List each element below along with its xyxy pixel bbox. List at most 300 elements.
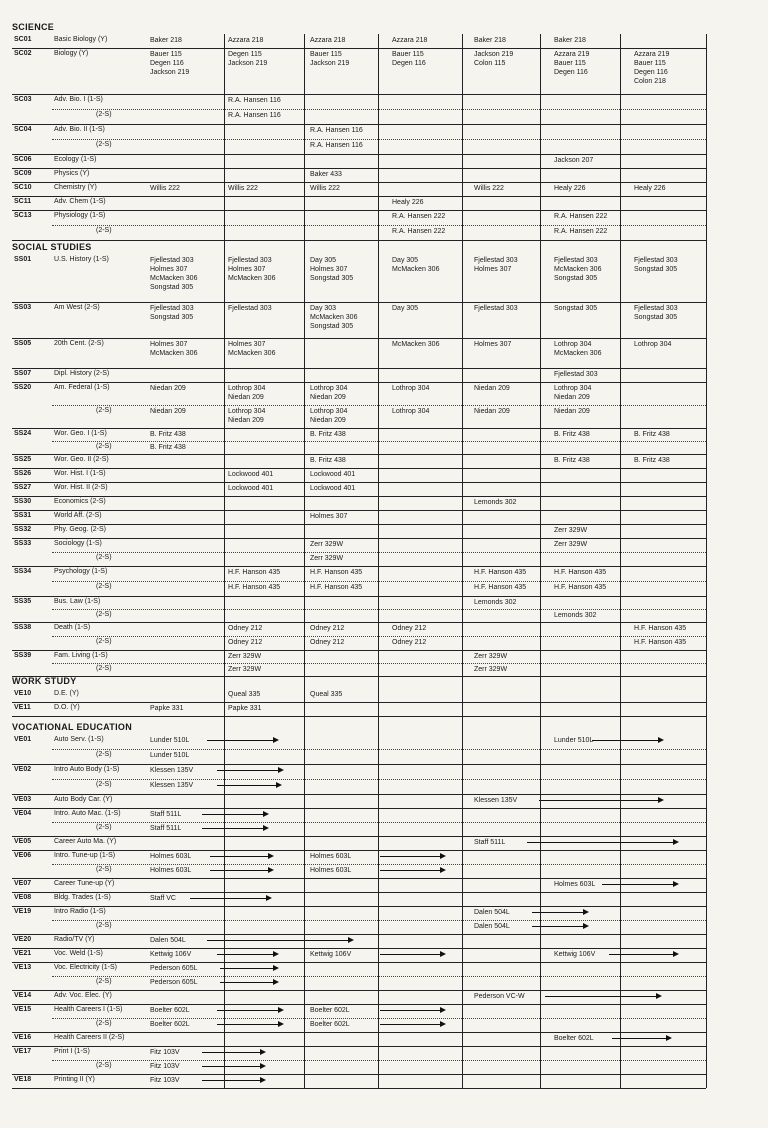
course-title: Bldg. Trades (1-S) [54, 894, 111, 901]
course-code: SS03 [14, 304, 32, 311]
teacher-room: Dalen 504L [474, 923, 510, 930]
course-code: SC06 [14, 156, 32, 163]
teacher-room: Degen 115 Jackson 219 [228, 51, 268, 67]
semester-divider [52, 441, 706, 442]
course-code: SS38 [14, 624, 32, 631]
semester-divider [52, 976, 706, 977]
course-code: SS32 [14, 526, 32, 533]
teacher-room: Fjellestad 303 Songstad 305 [634, 257, 678, 273]
semester-divider [52, 636, 706, 637]
course-code: VE07 [14, 880, 32, 887]
course-title: Auto Body Car. (Y) [54, 796, 113, 803]
teacher-room: Odney 212 [392, 639, 427, 646]
course-title: World Aff. (2-S) [54, 512, 102, 519]
continuation-arrow [217, 1024, 282, 1025]
teacher-room: Fjellestad 303 Holmes 307 [474, 257, 518, 273]
course-code: VE15 [14, 1006, 32, 1013]
semester-divider [52, 920, 706, 921]
course-row [12, 1046, 706, 1074]
continuation-arrow [380, 1010, 444, 1011]
teacher-room: Willis 222 [474, 185, 504, 192]
teacher-room: Holmes 603L [150, 867, 192, 874]
teacher-room: H.F. Hanson 435 [634, 639, 687, 646]
semester-label: (2-S) [96, 1020, 112, 1027]
teacher-room: Willis 222 [228, 185, 258, 192]
teacher-room: Zerr 329W [228, 653, 262, 660]
course-title: D.E. (Y) [54, 690, 79, 697]
course-code: SS25 [14, 456, 32, 463]
teacher-room: Zerr 329W [554, 527, 588, 534]
course-code: SS33 [14, 540, 32, 547]
course-title: Economics (2-S) [54, 498, 106, 505]
course-title: Career Tune-up (Y) [54, 880, 115, 887]
teacher-room: Lothrop 304 [392, 385, 430, 392]
teacher-room: Holmes 603L [554, 881, 596, 888]
course-code: VE16 [14, 1034, 32, 1041]
continuation-arrow [202, 1066, 264, 1067]
semester-divider [52, 864, 706, 865]
course-row [12, 794, 706, 808]
teacher-room: Kettwig 106V [554, 951, 596, 958]
teacher-room: Zerr 329W [310, 541, 344, 548]
teacher-room: Bauer 115 Degen 116 Jackson 219 [150, 51, 190, 76]
continuation-arrow [207, 740, 277, 741]
course-title: Biology (Y) [54, 50, 89, 57]
teacher-room: Fjellestad 303 Songstad 305 [634, 305, 678, 321]
continuation-arrow [380, 1024, 444, 1025]
course-title: Adv. Bio. I (1-S) [54, 96, 103, 103]
course-title: Radio/TV (Y) [54, 936, 95, 943]
course-row [12, 702, 706, 716]
teacher-room: Lunder 510L [150, 737, 190, 744]
course-code: SS27 [14, 484, 32, 491]
teacher-room: Odney 212 [310, 625, 345, 632]
continuation-arrow [217, 1010, 282, 1011]
course-code: SC11 [14, 198, 32, 205]
teacher-room: Queal 335 [310, 691, 343, 698]
teacher-room: Holmes 603L [310, 867, 352, 874]
course-row [12, 808, 706, 836]
semester-label: (2-S) [96, 866, 112, 873]
column-divider [706, 34, 707, 1088]
continuation-arrow [527, 842, 677, 843]
teacher-room: Azzara 218 [310, 37, 346, 44]
teacher-room: H.F. Hanson 435 [554, 584, 607, 591]
teacher-room: Lothrop 304 McMacken 306 [554, 341, 602, 357]
teacher-room: Lemonds 302 [474, 599, 517, 606]
course-row [12, 538, 706, 566]
course-code: VE08 [14, 894, 32, 901]
teacher-room: Willis 222 [150, 185, 180, 192]
course-title: Dipl. History (2-S) [54, 370, 110, 377]
semester-label: (2-S) [96, 407, 112, 414]
teacher-room: McMacken 306 [392, 341, 440, 348]
teacher-room: H.F. Hanson 435 [634, 625, 687, 632]
teacher-room: Azzara 219 Bauer 115 Degen 116 [554, 51, 590, 76]
column-divider [224, 34, 225, 1088]
course-row [12, 878, 706, 892]
teacher-room: Odney 212 [310, 639, 345, 646]
teacher-room: Holmes 307 [474, 341, 512, 348]
teacher-room: R.A. Hansen 116 [228, 112, 281, 119]
course-code: SS05 [14, 340, 32, 347]
course-title: Wor. Hist. II (2-S) [54, 484, 108, 491]
course-title: Ecology (1-S) [54, 156, 97, 163]
teacher-room: Lunder 510L [150, 752, 190, 759]
teacher-room: Odney 212 [228, 625, 263, 632]
teacher-room: R.A. Hansen 116 [228, 97, 281, 104]
semester-label: (2-S) [96, 554, 112, 561]
teacher-room: Lothrop 304 Niedan 209 [228, 385, 266, 401]
row-divider [12, 716, 706, 717]
teacher-room: Lothrop 304 Niedan 209 [554, 385, 592, 401]
course-title: Wor. Geo. II (2-S) [54, 456, 109, 463]
course-code: VE18 [14, 1076, 32, 1083]
course-row [12, 382, 706, 428]
teacher-room: Papke 331 [150, 705, 184, 712]
teacher-room: Staff 511L [474, 839, 506, 846]
teacher-room: Staff 511L [150, 811, 182, 818]
course-row [12, 428, 706, 454]
teacher-room: Niedan 209 [150, 385, 186, 392]
continuation-arrow [545, 996, 660, 997]
teacher-room: Lothrop 304 Niedan 209 [310, 385, 348, 401]
teacher-room: Day 305 [392, 305, 419, 312]
teacher-room: Niedan 209 [554, 408, 590, 415]
course-title: Sociology (1-S) [54, 540, 102, 547]
teacher-room: Boelter 602L [310, 1007, 350, 1014]
course-row [12, 182, 706, 196]
course-code: VE01 [14, 736, 32, 743]
teacher-room: B. Fritz 438 [150, 444, 186, 451]
continuation-arrow [602, 884, 677, 885]
course-code: SC10 [14, 184, 32, 191]
section-heading: SCIENCE [12, 22, 55, 32]
continuation-arrow [202, 828, 267, 829]
teacher-room: Lothrop 304 Niedan 209 [310, 408, 348, 424]
course-code: SC13 [14, 212, 32, 219]
course-row [12, 934, 706, 948]
continuation-arrow [380, 870, 444, 871]
teacher-room: Zerr 329W [310, 555, 344, 562]
course-row [12, 1032, 706, 1046]
course-code: SS30 [14, 498, 32, 505]
teacher-room: R.A. Hansen 116 [310, 127, 363, 134]
continuation-arrow [217, 954, 277, 955]
teacher-room: Fitz 103V [150, 1063, 180, 1070]
course-code: SC02 [14, 50, 32, 57]
course-code: VE17 [14, 1048, 32, 1055]
course-title: Auto Serv. (1-S) [54, 736, 104, 743]
course-row [12, 454, 706, 468]
semester-label: (2-S) [96, 111, 112, 118]
teacher-room: Bauer 115 Degen 116 [392, 51, 426, 67]
course-title: Voc. Weld (1-S) [54, 950, 103, 957]
semester-divider [52, 822, 706, 823]
teacher-room: Dalen 504L [474, 909, 510, 916]
teacher-room: Day 305 McMacken 306 [392, 257, 440, 273]
section-heading: SOCIAL STUDIES [12, 242, 92, 252]
course-row [12, 124, 706, 154]
course-row [12, 496, 706, 510]
teacher-room: Baker 218 [554, 37, 586, 44]
semester-label: (2-S) [96, 922, 112, 929]
teacher-room: Willis 222 [310, 185, 340, 192]
course-title: Intro. Tune-up (1-S) [54, 852, 116, 859]
teacher-room: R.A. Hansen 116 [310, 142, 363, 149]
teacher-room: Kettwig 106V [150, 951, 192, 958]
teacher-room: Bauer 115 Jackson 219 [310, 51, 350, 67]
course-row [12, 34, 706, 48]
teacher-room: H.F. Hanson 435 [310, 569, 363, 576]
course-title: 20th Cent. (2-S) [54, 340, 104, 347]
course-title: Am West (2-S) [54, 304, 100, 311]
teacher-room: Boelter 602L [310, 1021, 350, 1028]
course-row [12, 836, 706, 850]
teacher-room: Papke 331 [228, 705, 262, 712]
semester-divider [52, 405, 706, 406]
course-title: D.O. (Y) [54, 704, 80, 711]
continuation-arrow [210, 856, 272, 857]
semester-label: (2-S) [96, 978, 112, 985]
course-row [12, 154, 706, 168]
teacher-room: H.F. Hanson 435 [474, 569, 527, 576]
teacher-room: Holmes 307 [310, 513, 348, 520]
teacher-room: Fjellestad 303 McMacken 306 Songstad 305 [554, 257, 602, 282]
course-code: SC03 [14, 96, 32, 103]
teacher-room: B. Fritz 438 [554, 457, 590, 464]
teacher-room: H.F. Hanson 435 [228, 584, 281, 591]
semester-label: (2-S) [96, 443, 112, 450]
semester-label: (2-S) [96, 611, 112, 618]
course-code: SS26 [14, 470, 32, 477]
course-row [12, 482, 706, 496]
semester-label: (2-S) [96, 638, 112, 645]
teacher-room: B. Fritz 438 [634, 457, 670, 464]
course-row [12, 338, 706, 368]
continuation-arrow [190, 898, 270, 899]
section-heading: WORK STUDY [12, 676, 77, 686]
course-row [12, 368, 706, 382]
teacher-room: Queal 335 [228, 691, 261, 698]
teacher-room: Pederson 605L [150, 965, 198, 972]
teacher-room: Lemonds 302 [554, 612, 597, 619]
column-divider [620, 34, 621, 1088]
course-code: VE21 [14, 950, 32, 957]
column-divider [540, 34, 541, 1088]
course-title: Health Careers II (2-S) [54, 1034, 125, 1041]
teacher-room: Baker 433 [310, 171, 342, 178]
course-code: SS24 [14, 430, 32, 437]
semester-divider [52, 225, 706, 226]
teacher-room: R.A. Hansen 222 [554, 228, 608, 235]
teacher-room: Holmes 307 McMacken 306 [228, 341, 276, 357]
course-code: SC01 [14, 36, 32, 43]
teacher-room: B. Fritz 438 [310, 431, 346, 438]
teacher-room: Pederson VC-W [474, 993, 525, 1000]
course-row [12, 622, 706, 650]
teacher-room: Lockwood 401 [228, 485, 274, 492]
continuation-arrow [202, 1052, 264, 1053]
teacher-room: Odney 212 [392, 625, 427, 632]
teacher-room: Azzara 218 [228, 37, 264, 44]
course-row [12, 196, 706, 210]
course-title: Am. Federal (1-S) [54, 384, 110, 391]
continuation-arrow [210, 870, 272, 871]
course-row [12, 906, 706, 934]
teacher-room: Healy 226 [554, 185, 586, 192]
course-title: Intro Radio (1-S) [54, 908, 106, 915]
teacher-room: Lockwood 401 [228, 471, 274, 478]
course-code: SC04 [14, 126, 32, 133]
course-row [12, 850, 706, 878]
semester-label: (2-S) [96, 1062, 112, 1069]
teacher-room: Fjellestad 303 [474, 305, 518, 312]
semester-divider [52, 581, 706, 582]
course-row [12, 510, 706, 524]
teacher-room: Staff VC [150, 895, 176, 902]
teacher-room: Healy 226 [392, 199, 424, 206]
teacher-room: Zerr 329W [474, 653, 508, 660]
teacher-room: R.A. Hansen 222 [554, 213, 608, 220]
course-title: Adv. Voc. Elec. (Y) [54, 992, 112, 999]
course-row [12, 596, 706, 622]
column-divider [378, 34, 379, 1088]
row-divider [12, 1088, 706, 1089]
continuation-arrow [380, 954, 444, 955]
semester-divider [52, 139, 706, 140]
continuation-arrow [202, 1080, 264, 1081]
course-code: VE05 [14, 838, 32, 845]
semester-divider [52, 109, 706, 110]
teacher-room: Holmes 603L [150, 853, 192, 860]
teacher-room: B. Fritz 438 [634, 431, 670, 438]
teacher-room: Jackson 207 [554, 157, 594, 164]
course-title: Physiology (1-S) [54, 212, 106, 219]
semester-divider [52, 749, 706, 750]
course-row [12, 734, 706, 764]
semester-divider [52, 609, 706, 610]
teacher-room: Klessen 135V [474, 797, 518, 804]
course-code: VE04 [14, 810, 32, 817]
course-row [12, 168, 706, 182]
continuation-arrow [380, 856, 444, 857]
course-code: VE03 [14, 796, 32, 803]
teacher-room: Niedan 209 [474, 385, 510, 392]
course-title: Voc. Electricity (1-S) [54, 964, 118, 971]
course-title: Basic Biology (Y) [54, 36, 108, 43]
teacher-room: H.F. Hanson 435 [228, 569, 281, 576]
section-heading: VOCATIONAL EDUCATION [12, 722, 132, 732]
teacher-room: Odney 212 [228, 639, 263, 646]
course-row [12, 764, 706, 794]
teacher-room: Day 305 Holmes 307 Songstad 305 [310, 257, 354, 282]
semester-label: (2-S) [96, 781, 112, 788]
course-row [12, 688, 706, 702]
semester-label: (2-S) [96, 583, 112, 590]
teacher-room: B. Fritz 438 [310, 457, 346, 464]
course-row [12, 990, 706, 1004]
course-title: Print I (1-S) [54, 1048, 90, 1055]
course-code: VE06 [14, 852, 32, 859]
teacher-room: Baker 218 [474, 37, 506, 44]
course-row [12, 94, 706, 124]
course-code: SS34 [14, 568, 32, 575]
teacher-room: R.A. Hansen 222 [392, 213, 446, 220]
semester-label: (2-S) [96, 751, 112, 758]
continuation-arrow [220, 968, 277, 969]
course-row [12, 1004, 706, 1032]
continuation-arrow [202, 814, 267, 815]
course-title: Intro. Auto Mac. (1-S) [54, 810, 121, 817]
teacher-room: Songstad 305 [554, 305, 598, 312]
course-title: Death (1-S) [54, 624, 91, 631]
teacher-room: Holmes 603L [310, 853, 352, 860]
course-title: Physics (Y) [54, 170, 90, 177]
teacher-room: Boelter 602L [150, 1021, 190, 1028]
course-title: Adv. Chem (1-S) [54, 198, 106, 205]
course-row [12, 962, 706, 990]
course-code: VE10 [14, 690, 32, 697]
course-code: VE19 [14, 908, 32, 915]
teacher-room: Azzara 219 Bauer 115 Degen 116 Colon 218 [634, 51, 670, 85]
teacher-room: H.F. Hanson 435 [310, 584, 363, 591]
semester-divider [52, 1060, 706, 1061]
teacher-room: Lockwood 401 [310, 471, 356, 478]
course-title: Fam. Living (1-S) [54, 652, 108, 659]
course-title: Adv. Bio. II (1-S) [54, 126, 105, 133]
course-title: Health Careers I (1-S) [54, 1006, 123, 1013]
teacher-room: Kettwig 106V [310, 951, 352, 958]
column-divider [462, 34, 463, 1088]
course-title: Printing II (Y) [54, 1076, 95, 1083]
course-title: Psychology (1-S) [54, 568, 108, 575]
teacher-room: H.F. Hanson 435 [474, 584, 527, 591]
teacher-room: Baker 218 [150, 37, 182, 44]
semester-label: (2-S) [96, 665, 112, 672]
teacher-room: Fjellestad 303 Holmes 307 McMacken 306 Songstad 305 [150, 257, 198, 291]
teacher-room: Dalen 504L [150, 937, 186, 944]
course-title: Career Auto Ma. (Y) [54, 838, 117, 845]
course-code: VE13 [14, 964, 32, 971]
teacher-room: Pederson 605L [150, 979, 198, 986]
continuation-arrow [539, 800, 662, 801]
continuation-arrow [592, 740, 662, 741]
course-code: VE02 [14, 766, 32, 773]
continuation-arrow [217, 785, 280, 786]
semester-divider [52, 779, 706, 780]
teacher-room: Niedan 209 [150, 408, 186, 415]
teacher-room: Fitz 103V [150, 1049, 180, 1056]
course-row [12, 650, 706, 676]
teacher-room: Jackson 219 Colon 115 [474, 51, 514, 67]
continuation-arrow [217, 770, 282, 771]
teacher-room: Boelter 602L [554, 1035, 594, 1042]
course-title: Intro Auto Body (1-S) [54, 766, 120, 773]
teacher-room: Staff 511L [150, 825, 182, 832]
teacher-room: H.F. Hanson 435 [554, 569, 607, 576]
course-code: SS35 [14, 598, 32, 605]
semester-divider [52, 552, 706, 553]
teacher-room: Holmes 307 McMacken 306 [150, 341, 198, 357]
semester-divider [52, 1018, 706, 1019]
course-row [12, 468, 706, 482]
continuation-arrow [220, 982, 277, 983]
course-title: Bus. Law (1-S) [54, 598, 101, 605]
course-code: SC09 [14, 170, 32, 177]
course-code: SS20 [14, 384, 32, 391]
course-code: VE20 [14, 936, 32, 943]
